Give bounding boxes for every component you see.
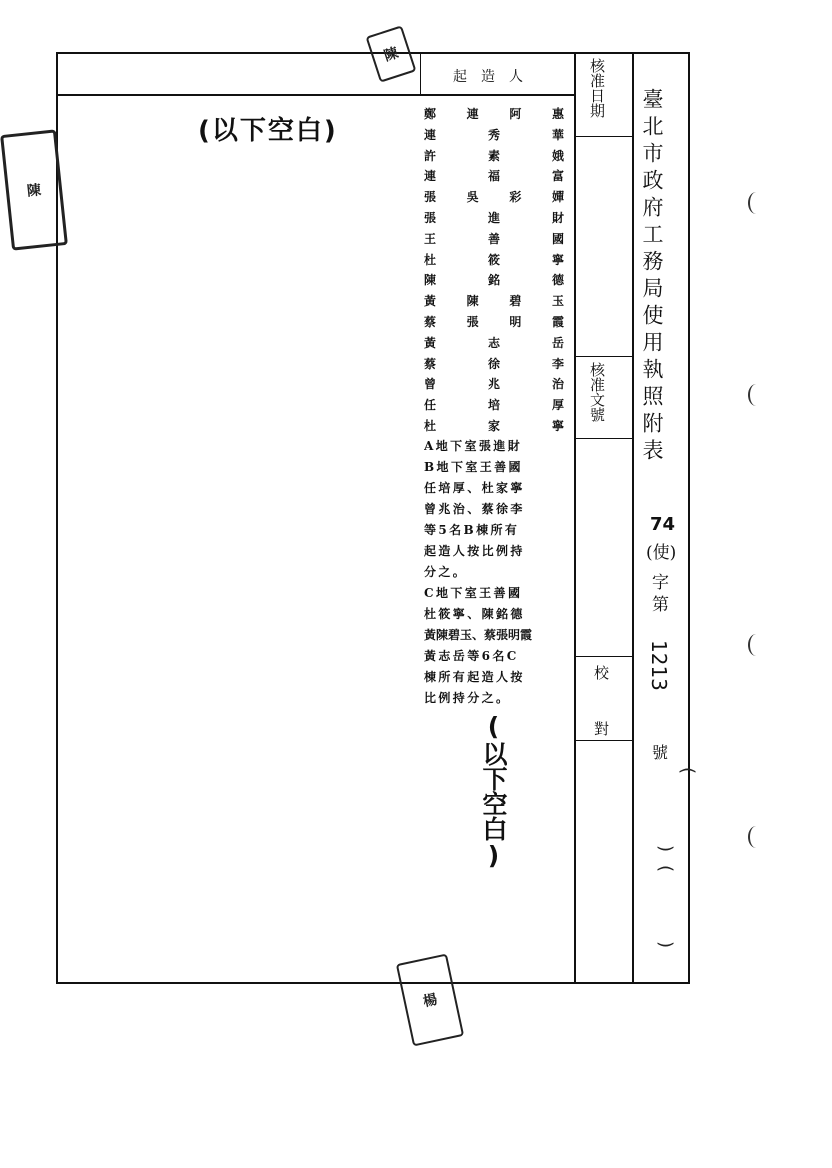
proofread-label-2: 對 — [594, 720, 610, 738]
builder-name-char: 筱 — [487, 252, 500, 267]
builder-name-char: 財 — [551, 210, 564, 225]
builder-name-char: 阿 — [509, 107, 522, 121]
frame-bottom-border — [56, 982, 690, 984]
builder-name-char: 碧 — [509, 294, 522, 309]
license-type: (使) — [646, 543, 677, 563]
builder-name-char: 厚 — [551, 398, 564, 413]
builder-name-char: 秀 — [487, 127, 500, 142]
builder-name-char: 明 — [509, 314, 522, 329]
builder-name — [424, 229, 564, 250]
form-title: 臺北市政府工務局使用執照附表 — [640, 88, 664, 466]
builder-name-char: 陳 — [466, 294, 479, 309]
license-year: 74 — [650, 514, 676, 535]
builder-name-char: 華 — [551, 127, 564, 142]
builder-name-char: 李 — [551, 356, 564, 371]
builder-name-char: 家 — [487, 418, 500, 433]
builder-name-char: 銘 — [487, 273, 500, 288]
builder-name-char: 娥 — [551, 148, 564, 163]
builder-name-char: 治 — [551, 377, 564, 392]
note-line: 分之。 — [424, 565, 468, 579]
approval-date-label: 核准日期 — [588, 58, 606, 118]
paren-mark-1: ( — [677, 766, 699, 775]
builder-name-char: 曾 — [424, 377, 437, 392]
builder-name — [424, 250, 564, 271]
builder-name-char: 陳 — [424, 273, 437, 288]
note-line: C地下室王善國 — [424, 586, 523, 600]
binder-hole-3 — [748, 634, 764, 656]
note-line: 杜筱寧、陳銘德 — [424, 607, 525, 621]
builder-name-char: 培 — [487, 398, 500, 413]
builder-name — [424, 208, 564, 229]
builder-name-char: 蔡 — [424, 314, 437, 329]
builder-name-char: 彩 — [509, 190, 522, 205]
builder-name-char: 連 — [424, 169, 437, 184]
builder-name-char: 張 — [424, 190, 437, 205]
builder-name-char: 黃 — [424, 335, 437, 350]
builder-list — [424, 104, 564, 437]
builder-name — [424, 333, 564, 354]
proofread-cell-rule — [574, 740, 632, 741]
builder-name-char: 國 — [551, 231, 564, 246]
ownership-notes — [424, 436, 562, 709]
license-suffix: 號 — [652, 743, 669, 762]
proofread-cell-top-rule — [574, 656, 632, 657]
builder-name-char: 張 — [466, 314, 479, 329]
paren-mark-4: ) — [655, 940, 677, 949]
binder-hole-4 — [748, 826, 764, 848]
note-line: 黃志岳等6名C — [424, 649, 519, 663]
frame-column-divider-1 — [574, 52, 576, 982]
paren-mark-3: ( — [655, 864, 677, 873]
builder-name — [424, 374, 564, 395]
builders-header: 起造人 — [453, 69, 537, 85]
binder-hole-1 — [748, 192, 764, 214]
builder-name-char: 志 — [487, 335, 500, 350]
builder-name — [424, 166, 564, 187]
builder-name-char: 德 — [551, 273, 564, 288]
builder-name-char: 霞 — [551, 314, 564, 329]
builder-name-char: 嬋 — [551, 190, 564, 205]
builder-name — [424, 146, 564, 167]
note-line: 黃陳碧玉、蔡張明霞 — [424, 628, 533, 642]
paren-mark-2: ) — [655, 844, 677, 853]
builder-name-char: 蔡 — [424, 356, 437, 371]
builder-name-char: 張 — [424, 210, 437, 225]
blank-note-vertical: (以下空白) — [479, 712, 508, 870]
builder-name — [424, 104, 564, 125]
note-line: 等5名B棟所有 — [424, 523, 520, 537]
note-line: 曾兆治、蔡徐李 — [424, 502, 525, 516]
builder-name-char: 岳 — [551, 335, 564, 350]
approval-no-cell-rule — [574, 438, 632, 439]
license-seq-label: 第 — [652, 595, 669, 615]
note-line: B地下室王善國 — [424, 460, 523, 474]
frame-right-border — [688, 52, 690, 982]
builder-name-char: 善 — [487, 231, 500, 246]
license-number: 1213 — [647, 640, 671, 691]
proofread-label-1: 校 — [594, 664, 610, 682]
approval-date-cell-rule — [574, 136, 632, 137]
builder-name-char: 寧 — [551, 252, 564, 267]
builder-name — [424, 354, 564, 375]
note-line: 比例持分之。 — [424, 691, 511, 705]
license-char: 字 — [652, 573, 669, 593]
builder-name-char: 富 — [551, 169, 564, 184]
builder-name-char: 素 — [487, 148, 500, 163]
builder-name — [424, 270, 564, 291]
seal-stamp-bottom: 楊 — [396, 954, 464, 1047]
builder-name-char: 徐 — [487, 356, 500, 371]
builder-name-char: 任 — [424, 398, 437, 413]
binder-hole-2 — [748, 384, 764, 406]
builder-name-char: 連 — [424, 127, 437, 142]
builder-name-char: 杜 — [424, 252, 437, 267]
builder-name-char: 黃 — [424, 294, 437, 309]
builder-name-char: 兆 — [487, 377, 500, 392]
frame-header-rule — [56, 94, 574, 96]
seal-stamp-top: 陳 — [366, 25, 417, 82]
builder-name-char: 許 — [424, 148, 437, 163]
builder-name — [424, 291, 564, 312]
builder-name-char: 鄭 — [424, 107, 437, 121]
seal-stamp-left: 陳 — [0, 129, 68, 250]
frame-column-divider-2 — [632, 52, 634, 982]
builder-name — [424, 416, 564, 437]
builder-name — [424, 395, 564, 416]
builder-name — [424, 125, 564, 146]
builder-name-char: 連 — [466, 107, 479, 121]
note-line: 起造人按比例持 — [424, 544, 525, 558]
builder-name-char: 惠 — [551, 107, 564, 121]
builder-name-char: 杜 — [424, 418, 437, 433]
builder-name — [424, 187, 564, 208]
blank-note: (以下空白) — [198, 116, 338, 146]
approval-no-label: 核准文號 — [588, 362, 606, 422]
approval-no-cell-top-rule — [574, 356, 632, 357]
note-line: 任培厚、杜家寧 — [424, 481, 525, 495]
builder-name — [424, 312, 564, 333]
note-line: A地下室張進財 — [424, 439, 523, 453]
builder-name-char: 寧 — [551, 418, 564, 433]
builder-name-char: 玉 — [551, 294, 564, 309]
builder-name-char: 進 — [487, 210, 500, 225]
builder-name-char: 福 — [487, 169, 500, 184]
builder-name-char: 吳 — [466, 190, 479, 205]
builder-name-char: 王 — [424, 231, 437, 246]
note-line: 棟所有起造人按 — [424, 670, 525, 684]
